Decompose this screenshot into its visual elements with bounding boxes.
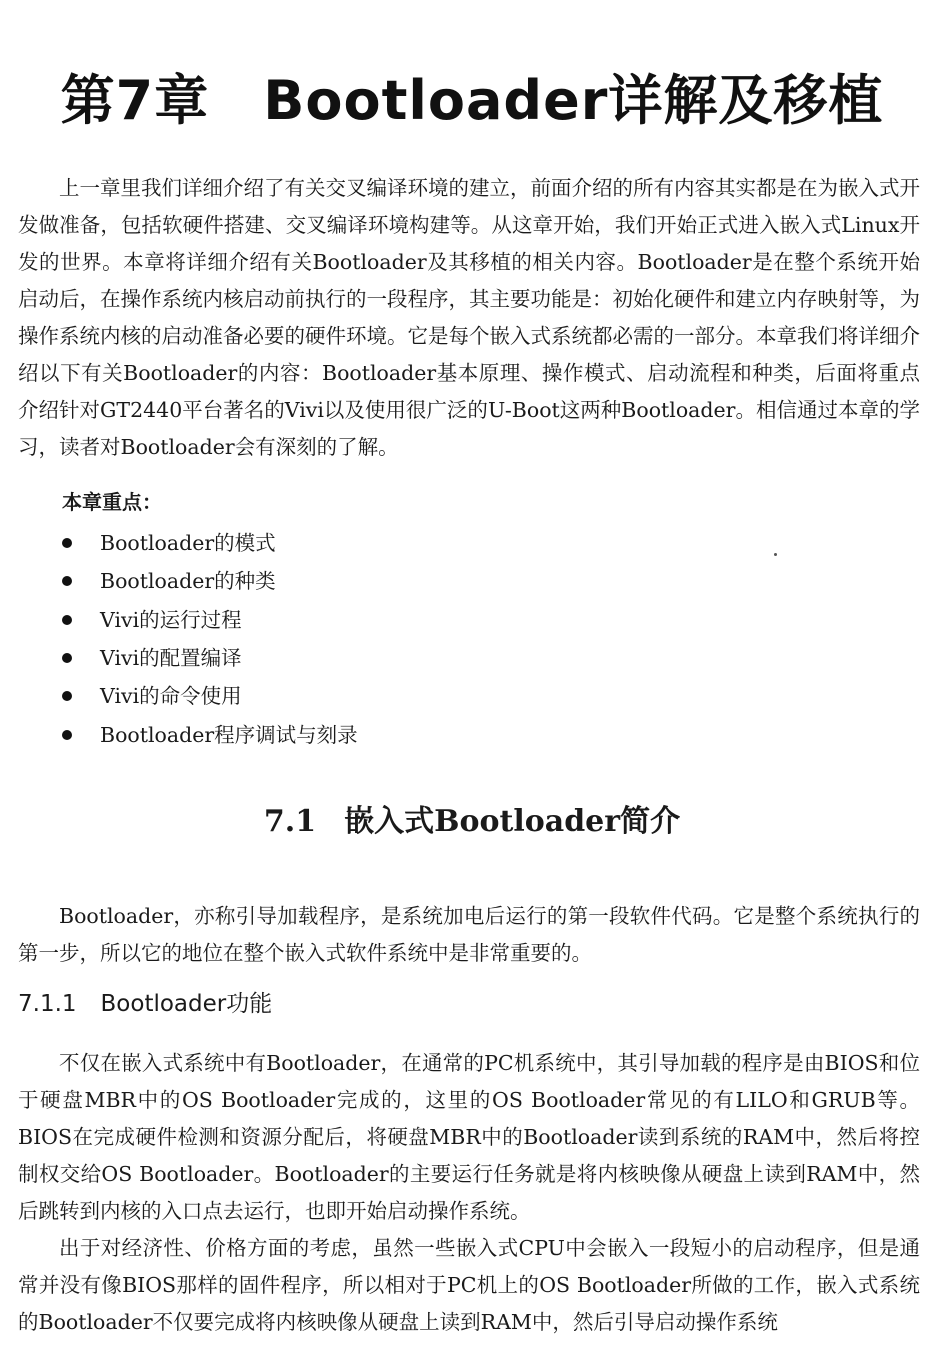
list-item (62, 601, 358, 639)
bullet-icon (62, 615, 72, 625)
list-item (62, 524, 358, 562)
chapter-name: Bootloader详解及移植 (263, 69, 884, 133)
key-points-list (62, 524, 358, 754)
scan-speck (774, 553, 777, 556)
list-item (62, 715, 358, 753)
bullet-icon (62, 538, 72, 548)
list-item (62, 562, 358, 600)
key-points-heading: 本章重点： (62, 490, 162, 514)
bullet-icon (62, 576, 72, 586)
subsection-title (18, 985, 272, 1018)
subsection-paragraph-1: 不仅在嵌入式系统中有Bootloader，在通常的PC机系统中，其引导加载的程序是由BIOS和位于硬盘MBR中的OS Bootloader完成的，这里的OS Bootloader常见的有LILO和GRUB等。BIOS在完成硬件检测和资源分配后，将硬盘MBR中的Bootloader读到系统的RAM中，然后将控制权交给OS Bootloader。Bootloader的主要运行任务就是将内核映像从硬盘上读到RAM中，然后跳转到内核的入口点去运行，也即开始启动操作系统。 (18, 1051, 920, 1223)
list-item-text: Vivi的配置编译 (100, 646, 242, 671)
chapter-title (0, 58, 944, 135)
list-item-text: Vivi的运行过程 (100, 607, 242, 632)
subsection-number: 7.1.1 (18, 991, 77, 1017)
section-title (0, 796, 944, 840)
list-item-text: Bootloader程序调试与刻录 (100, 722, 358, 747)
chapter-number: 第7章 (60, 69, 210, 133)
intro-paragraph: 上一章里我们详细介绍了有关交叉编译环境的建立，前面介绍的所有内容其实都是在为嵌入式开发做准备，包括软硬件搭建、交叉编译环境构建等。从这章开始，我们开始正式进入嵌入式Linux开发的世界。本章将详细介绍有关Bootloader及其移植的相关内容。Bootloader是在整个系统开始启动后，在操作系统内核启动前执行的一段程序，其主要功能是：初始化硬件和建立内存映射等，为操作系统内核的启动准备必要的硬件环境。它是每个嵌入式系统都必需的一部分。本章我们将详细介绍以下有关Bootloader的内容：Bootloader基本原理、操作模式、启动流程和种类，后面将重点介绍针对GT2440平台著名的Vivi以及使用很广泛的U-Boot这两种Bootloader。相信通过本章的学习，读者对Bootloader会有深刻的了解。 (18, 176, 920, 459)
list-item (62, 639, 358, 677)
section-number: 7.1 (263, 804, 317, 839)
list-item-text: Bootloader的模式 (100, 531, 276, 556)
list-item-text: Bootloader的种类 (100, 569, 276, 594)
section-name: 嵌入式Bootloader简介 (344, 804, 681, 839)
bullet-icon (62, 730, 72, 740)
list-item-text: Vivi的命令使用 (100, 684, 242, 709)
subsection-paragraph-2: 出于对经济性、价格方面的考虑，虽然一些嵌入式CPU中会嵌入一段短小的启动程序，但是通常并没有像BIOS那样的固件程序，所以相对于PC机上的OS Bootloader所做的工作，嵌入式系统的Bootloader不仅要完成将内核映像从硬盘上读到RAM中，然后引导启动操作系统 (18, 1236, 920, 1334)
subsection-name: Bootloader功能 (100, 991, 273, 1017)
section-paragraph: Bootloader，亦称引导加载程序，是系统加电后运行的第一段软件代码。它是整个系统执行的第一步，所以它的地位在整个嵌入式软件系统中是非常重要的。 (18, 904, 920, 965)
list-item (62, 677, 358, 715)
bullet-icon (62, 653, 72, 663)
bullet-icon (62, 691, 72, 701)
